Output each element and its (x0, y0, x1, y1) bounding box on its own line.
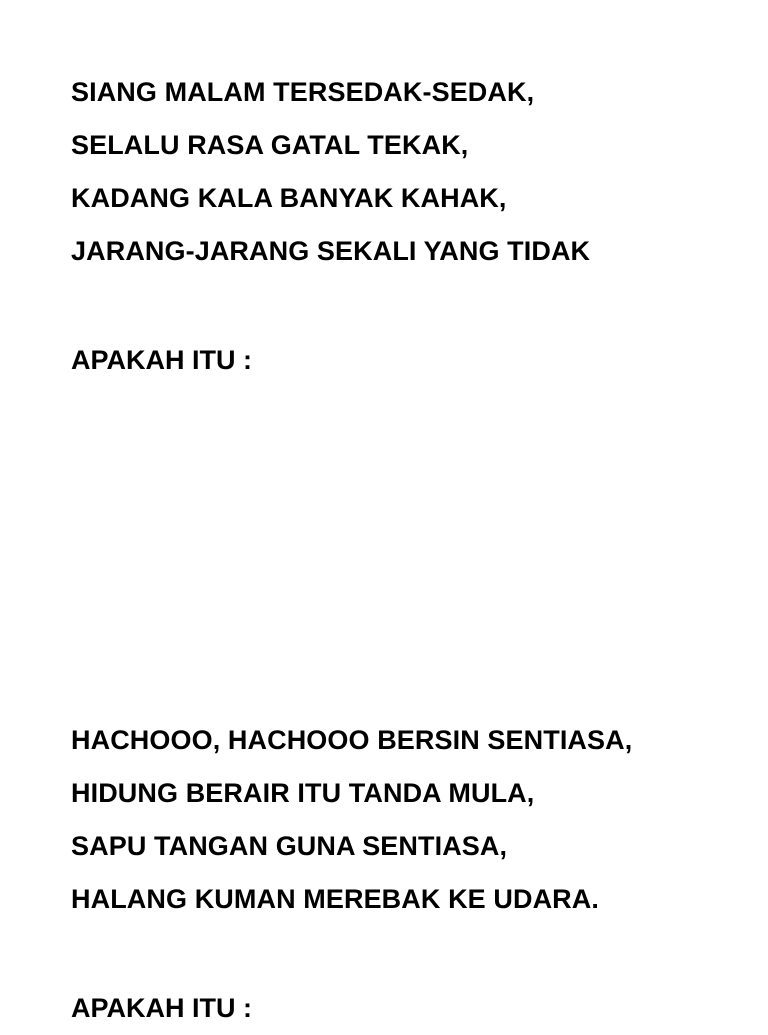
riddle-2-line-4: HALANG KUMAN MEREBAK KE UDARA. (71, 884, 599, 914)
riddle-2-line-3: SAPU TANGAN GUNA SENTIASA, (71, 831, 508, 861)
riddle-1-line-4: JARANG-JARANG SEKALI YANG TIDAK (71, 236, 591, 266)
riddle-1-question: APAKAH ITU : (71, 345, 252, 375)
riddle-2-line-2: HIDUNG BERAIR ITU TANDA MULA, (71, 778, 535, 808)
riddle-2-line-1: HACHOOO, HACHOOO BERSIN SENTIASA, (71, 725, 633, 755)
riddle-1-line-3: KADANG KALA BANYAK KAHAK, (71, 183, 507, 213)
riddle-1-line-1: SIANG MALAM TERSEDAK-SEDAK, (71, 77, 535, 107)
riddle-2-question: APAKAH ITU : (71, 993, 252, 1023)
riddle-1-line-2: SELALU RASA GATAL TEKAK, (71, 130, 469, 160)
riddle-stanza-1 (71, 66, 590, 278)
riddle-stanza-2 (71, 714, 632, 926)
